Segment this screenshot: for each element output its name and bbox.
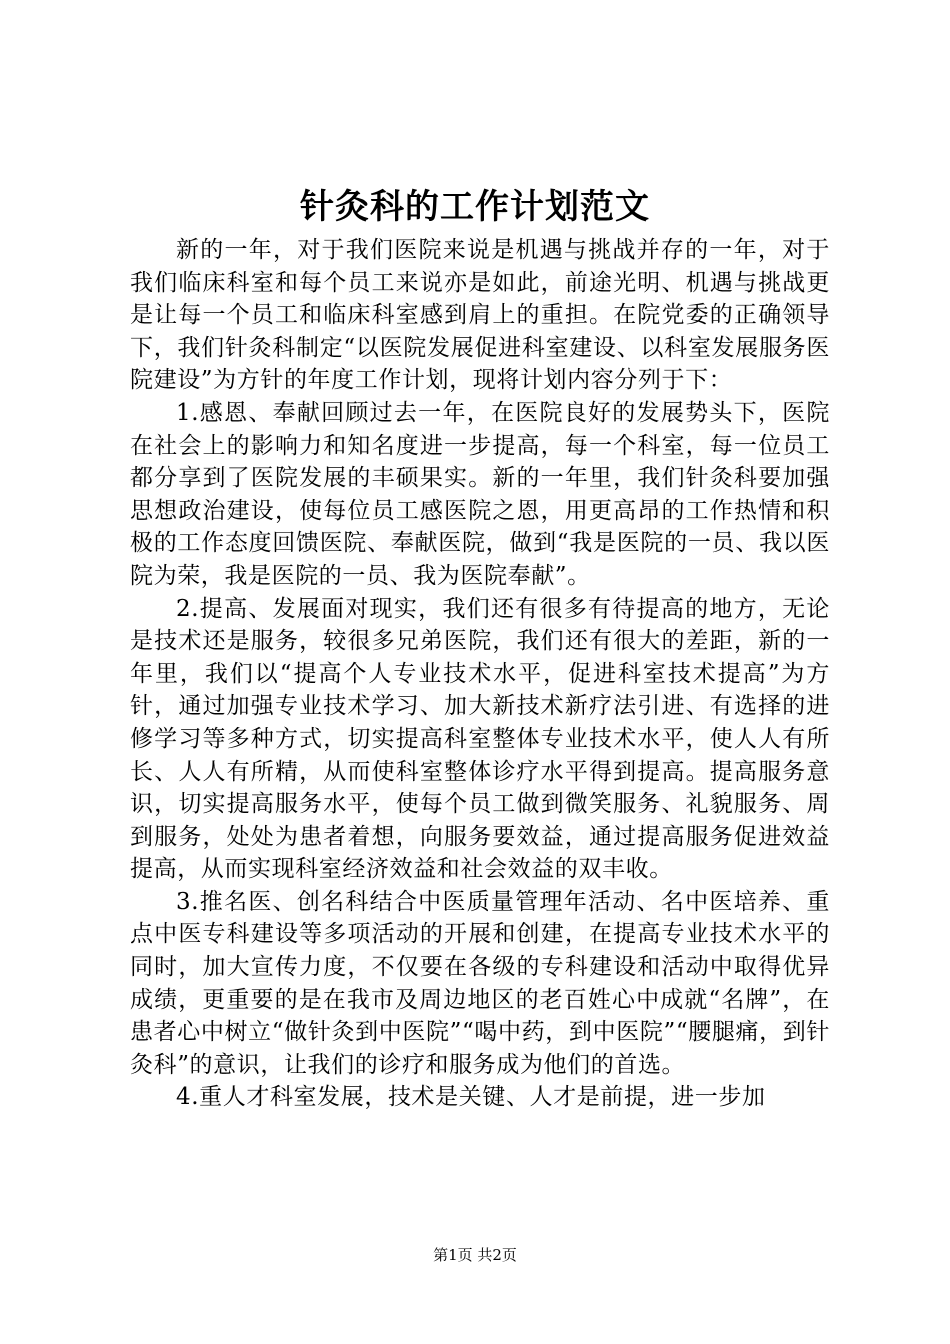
paragraph-section-1: 1.感恩、奉献回顾过去一年，在医院良好的发展势头下，医院在社会上的影响力和知名度进一步提高，每一个科室，每一位员工都分享到了医院发展的丰硕果实。新的一年里，我们针灸科要加强思想政治建设，使每位员工感医院之恩，用更高昂的工作热情和积极的工作态度回馈医院、奉献医院，做到“我是医院的一员、我以医院为荣，我是医院的一员、我为医院奉献”。 xyxy=(130,399,830,589)
paragraph-section-4: 4.重人才科室发展，技术是关键、人才是前提，进一步加 xyxy=(176,1084,766,1111)
page-number-footer: 第1页 共2页 xyxy=(433,1246,517,1264)
paragraph-section-3: 3.推名医、创名科结合中医质量管理年活动、名中医培养、重点中医专科建设等多项活动的开展和创建，在提高专业技术水平的同时，加大宣传力度，不仅要在各级的专科建设和活动中取得优异成绩，更重要的是在我市及周边地区的老百姓心中成就“名牌”，在患者心中树立“做针灸到中医院”“喝中药，到中医院”“腰腿痛，到针灸科”的意识，让我们的诊疗和服务成为他们的首选。 xyxy=(130,888,830,1078)
document-body xyxy=(130,234,830,1114)
document-title: 针灸科的工作计划范文 xyxy=(300,187,650,227)
paragraph-section-2: 2.提高、发展面对现实，我们还有很多有待提高的地方，无论是技术还是服务，较很多兄弟医院，我们还有很大的差距，新的一年里，我们以“提高个人专业技术水平，促进科室技术提高”为方针，通过加强专业技术学习、加大新技术新疗法引进、有选择的进修学习等多种方式，切实提高科室整体专业技术水平，使人人有所长、人人有所精，从而使科室整体诊疗水平得到提高。提高服务意识，切实提高服务水平，使每个员工做到微笑服务、礼貌服务、周到服务，处处为患者着想，向服务要效益，通过提高服务促进效益提高，从而实现科室经济效益和社会效益的双丰收。 xyxy=(130,595,830,883)
paragraph-intro: 新的一年，对于我们医院来说是机遇与挑战并存的一年，对于我们临床科室和每个员工来说亦是如此，前途光明、机遇与挑战更是让每一个员工和临床科室感到肩上的重担。在院党委的正确领导下，我们针灸科制定“以医院发展促进科室建设、以科室发展服务医院建设”为方针的年度工作计划，现将计划内容分列于下： xyxy=(130,237,830,394)
